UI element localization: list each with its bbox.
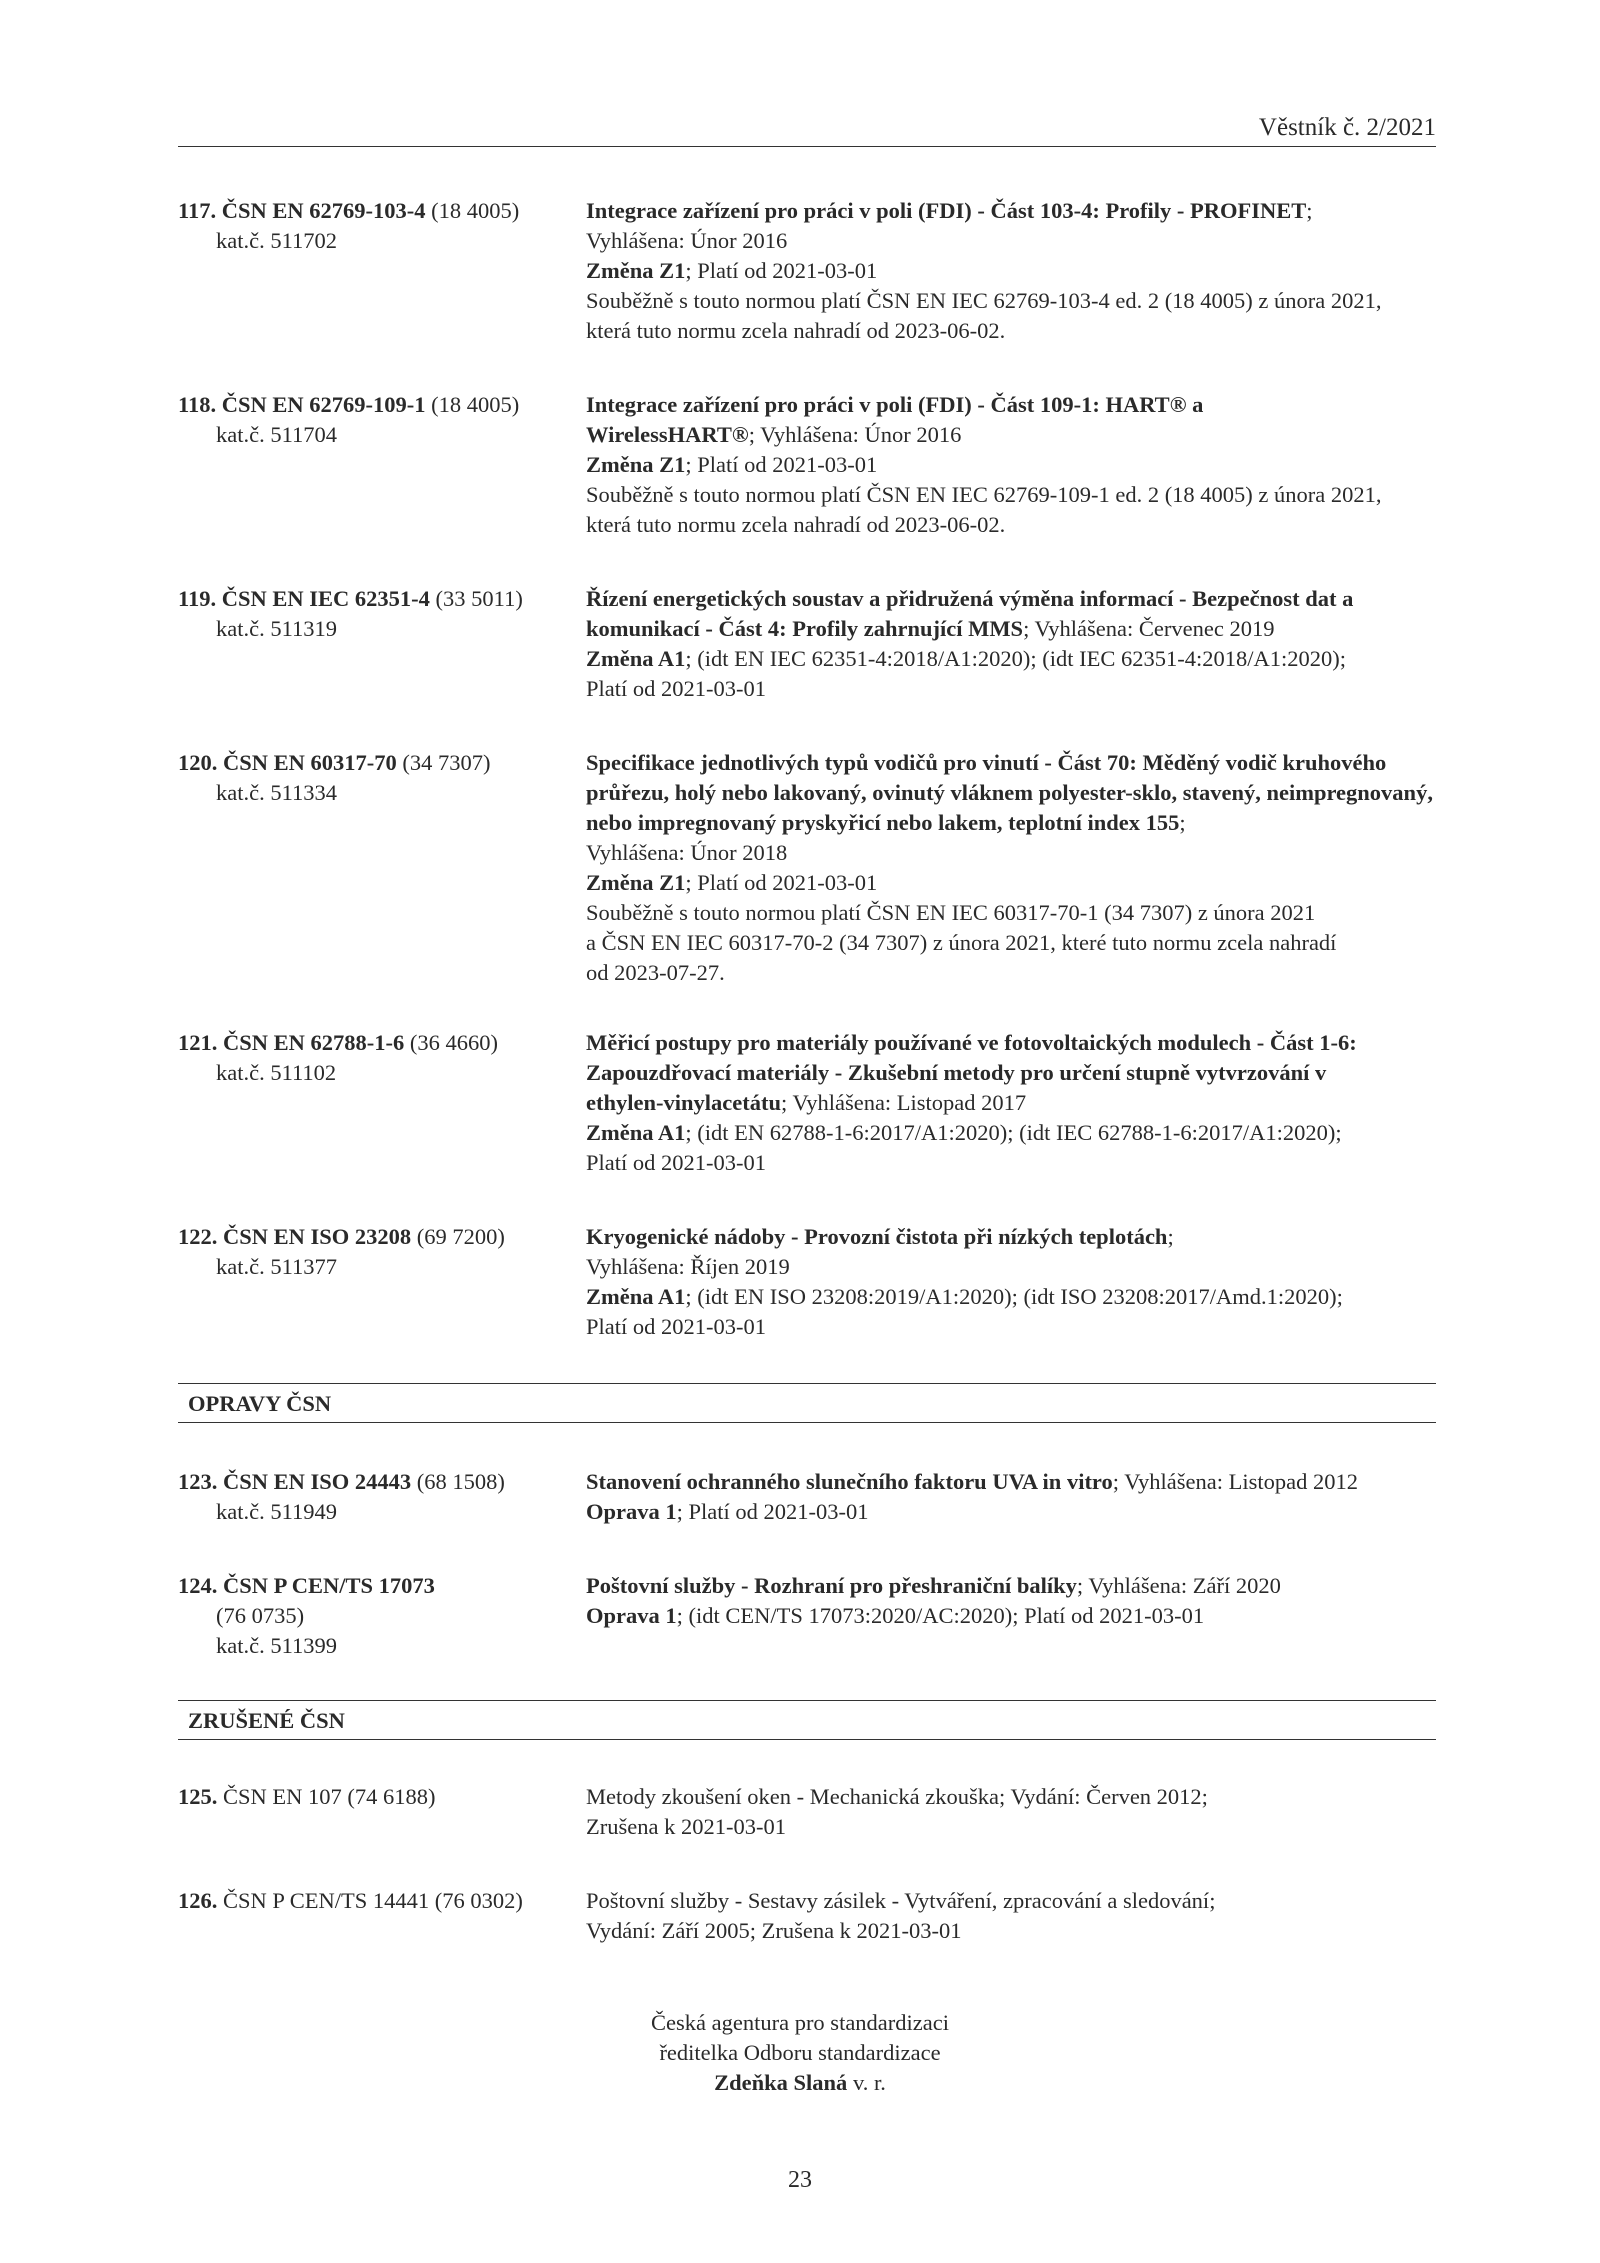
- note-line: Souběžně s touto normou platí ČSN EN IEC 62769-109-1 ed. 2 (18 4005) z února 2021,: [586, 482, 1382, 507]
- note-line: a ČSN EN IEC 60317-70-2 (34 7307) z února 2021, které tuto normu zcela nahradí: [586, 930, 1337, 955]
- standard-code: ČSN EN 62769-109-1: [221, 392, 426, 417]
- standard-title: Integrace zařízení pro práci v poli (FDI) - Část 103-4: Profily - PROFINET: [586, 198, 1307, 223]
- change-details: ; Platí od 2021-03-01: [676, 1499, 869, 1524]
- entry-number: 119.: [178, 586, 217, 611]
- entry-identifier: [178, 196, 578, 256]
- note-line: od 2023-07-27.: [586, 960, 725, 985]
- standard-title: Integrace zařízení pro práci v poli (FDI) - Část 109-1: HART® a WirelessHART®: [586, 392, 1204, 447]
- standard-code: ČSN P CEN/TS 17073: [223, 1573, 435, 1598]
- valid-from: Platí od 2021-03-01: [586, 1150, 766, 1175]
- standard-code: ČSN EN IEC 62351-4: [221, 586, 430, 611]
- agency-name: Česká agentura pro standardizaci: [651, 2010, 949, 2035]
- standard-code: ČSN EN 60317-70: [223, 750, 397, 775]
- valid-from: Platí od 2021-03-01: [586, 676, 766, 701]
- entry-details: Kryogenické nádoby - Provozní čistota při nízkých teplotách; Vyhlášena: Říjen 2019 Změna A1; (idt EN ISO 23208:2019/A1:2020); (idt ISO 23208:2017/Amd.1:2020); Platí od 2021-03-01: [586, 1222, 1441, 1342]
- change-label: Oprava 1: [586, 1499, 677, 1524]
- note-line: Souběžně s touto normou platí ČSN EN IEC 62769-103-4 ed. 2 (18 4005) z února 2021,: [586, 288, 1382, 313]
- section-title-zrusene: ZRUŠENÉ ČSN: [178, 1700, 1436, 1740]
- change-label: Změna A1: [586, 1284, 686, 1309]
- withdrawn-title: Poštovní služby - Sestavy zásilek - Vytváření, zpracování a sledování;: [586, 1888, 1216, 1913]
- header-divider: [178, 146, 1436, 147]
- entry-identifier: [178, 1222, 578, 1282]
- change-details: ; Platí od 2021-03-01: [685, 452, 878, 477]
- entry-number: 124.: [178, 1573, 218, 1598]
- change-details: ; (idt EN 62788-1-6:2017/A1:2020); (idt IEC 62788-1-6:2017/A1:2020);: [685, 1120, 1342, 1145]
- withdrawn-date: Zrušena k 2021-03-01: [586, 1814, 786, 1839]
- signature-block: [400, 2008, 1200, 2098]
- page-header: Věstník č. 2/2021: [1258, 114, 1436, 141]
- change-label: Změna A1: [586, 646, 686, 671]
- signer-name: Zdeňka Slaná: [714, 2070, 848, 2095]
- classification: (68 1508): [416, 1469, 505, 1494]
- entry-details: Stanovení ochranného slunečního faktoru UVA in vitro; Vyhlášena: Listopad 2012 Oprava 1; Platí od 2021-03-01: [586, 1469, 1358, 1524]
- change-details: ; (idt CEN/TS 17073:2020/AC:2020); Platí od 2021-03-01: [676, 1603, 1205, 1628]
- change-details: ; Platí od 2021-03-01: [685, 258, 878, 283]
- change-label: Změna Z1: [586, 258, 686, 283]
- entry-identifier: [178, 748, 578, 808]
- note-line: která tuto normu zcela nahradí od 2023-06-02.: [586, 512, 1006, 537]
- entry-details: Specifikace jednotlivých typů vodičů pro vinutí - Část 70: Měděný vodič kruhového průřezu, holý nebo lakovaný, ovinutý vláknem polyester-sklo, stavený, neimpregnovaný, nebo impregnovaný pryskyřicí nebo lakem, teplotní index 155; Vyhlášena: Únor 2018 Změna Z1; Platí od 2021-03-01 Souběžně s touto normou platí ČSN EN IEC 60317-70-1 (34 7307) z února 2021 a ČSN EN IEC 60317-70-2 (34 7307) z února 2021, které tuto normu zcela nahradí od 2023-07-27.: [586, 748, 1441, 988]
- entry-details: Integrace zařízení pro práci v poli (FDI) - Část 103-4: Profily - PROFINET; Vyhlášena: Únor 2016 Změna Z1; Platí od 2021-03-01 Souběžně s touto normou platí ČSN EN IEC 62769-103-4 ed. 2 (18 4005) z února 2021, která tuto normu zcela nahradí od 2023-06-02.: [586, 196, 1441, 346]
- standard-title: Kryogenické nádoby - Provozní čistota při nízkých teplotách: [586, 1224, 1168, 1249]
- catalog-number: kat.č. 511704: [216, 422, 338, 447]
- entry-number: 125.: [178, 1784, 218, 1809]
- entry-details: Měřicí postupy pro materiály používané ve fotovoltaických modulech - Část 1-6: Zapouzdřovací materiály - Zkušební metody pro určení stupně vytvrzování v ethylen-vinylacetátu; Vyhlášena: Listopad 2017 Změna A1; (idt EN 62788-1-6:2017/A1:2020); (idt IEC 62788-1-6:2017/A1:2020); Platí od 2021-03-01: [586, 1028, 1441, 1178]
- catalog-number: kat.č. 511334: [216, 780, 338, 805]
- catalog-number: kat.č. 511702: [216, 228, 338, 253]
- entry-number: 122.: [178, 1224, 218, 1249]
- standard-title: Poštovní služby - Rozhraní pro přeshraniční balíky: [586, 1573, 1077, 1598]
- catalog-number: kat.č. 511102: [216, 1060, 337, 1085]
- entry-identifier: [178, 1886, 578, 1916]
- announced-date: Vyhlášena: Únor 2016: [586, 228, 788, 253]
- classification: (76 0735): [216, 1603, 305, 1628]
- catalog-number: kat.č. 511399: [216, 1633, 338, 1658]
- note-line: Souběžně s touto normou platí ČSN EN IEC 60317-70-1 (34 7307) z února 2021: [586, 900, 1316, 925]
- entry-details: Řízení energetických soustav a přidružená výměna informací - Bezpečnost dat a komunikací - Část 4: Profily zahrnující MMS; Vyhlášena: Červenec 2019 Změna A1; (idt EN IEC 62351-4:2018/A1:2020); (idt IEC 62351-4:2018/A1:2020); Platí od 2021-03-01: [586, 584, 1441, 704]
- section-title-opravy: OPRAVY ČSN: [178, 1383, 1436, 1423]
- change-label: Oprava 1: [586, 1603, 677, 1628]
- standard-code: ČSN EN 62769-103-4: [221, 198, 426, 223]
- entry-number: 117.: [178, 198, 217, 223]
- standard-code: ČSN P CEN/TS 14441 (76 0302): [223, 1888, 523, 1913]
- entry-number: 123.: [178, 1469, 218, 1494]
- change-details: ; (idt EN ISO 23208:2019/A1:2020); (idt ISO 23208:2017/Amd.1:2020);: [685, 1284, 1343, 1309]
- change-details: ; Platí od 2021-03-01: [685, 870, 878, 895]
- change-details: ; (idt EN IEC 62351-4:2018/A1:2020); (idt IEC 62351-4:2018/A1:2020);: [685, 646, 1346, 671]
- standard-code: ČSN EN ISO 23208: [223, 1224, 412, 1249]
- entry-identifier: [178, 584, 578, 644]
- classification: (18 4005): [431, 392, 520, 417]
- signer-role: ředitelka Odboru standardizace: [659, 2040, 941, 2065]
- entry-identifier: [178, 1782, 578, 1812]
- entry-number: 121.: [178, 1030, 218, 1055]
- classification: (33 5011): [435, 586, 523, 611]
- change-label: Změna Z1: [586, 870, 686, 895]
- standard-title: Řízení energetických soustav a přidružená výměna informací - Bezpečnost dat a komunikací - Část 4: Profily zahrnující MMS: [586, 586, 1354, 641]
- entry-identifier: [178, 1571, 578, 1661]
- withdrawn-date: Vydání: Září 2005; Zrušena k 2021-03-01: [586, 1918, 962, 1943]
- standard-title: Měřicí postupy pro materiály používané ve fotovoltaických modulech - Část 1-6: Zapouzdřovací materiály - Zkušební metody pro určení stupně vytvrzování v ethylen-vinylacetátu: [586, 1030, 1357, 1115]
- entry-identifier: [178, 390, 578, 450]
- classification: (18 4005): [431, 198, 520, 223]
- standard-title: Stanovení ochranného slunečního faktoru UVA in vitro: [586, 1469, 1113, 1494]
- change-label: Změna A1: [586, 1120, 686, 1145]
- standard-code: ČSN EN ISO 24443: [223, 1469, 412, 1494]
- catalog-number: kat.č. 511377: [216, 1254, 338, 1279]
- entry-details: Poštovní služby - Rozhraní pro přeshraniční balíky; Vyhlášena: Září 2020 Oprava 1; (idt CEN/TS 17073:2020/AC:2020); Platí od 2021-03-01: [586, 1573, 1281, 1628]
- change-label: Změna Z1: [586, 452, 686, 477]
- entry-details: [586, 1782, 1441, 1842]
- note-line: která tuto normu zcela nahradí od 2023-06-02.: [586, 318, 1006, 343]
- catalog-number: kat.č. 511949: [216, 1499, 338, 1524]
- standard-title: Specifikace jednotlivých typů vodičů pro vinutí - Část 70: Měděný vodič kruhového průřezu, holý nebo lakovaný, ovinutý vláknem polyester-sklo, stavený, neimpregnovaný, nebo impregnovaný pryskyřicí nebo lakem, teplotní index 155: [586, 750, 1433, 835]
- entry-number: 120.: [178, 750, 218, 775]
- entry-number: 118.: [178, 392, 217, 417]
- standard-code: ČSN EN 62788-1-6: [223, 1030, 405, 1055]
- announced-date: Vyhlášena: Únor 2018: [586, 840, 788, 865]
- classification: (34 7307): [402, 750, 491, 775]
- entry-details: Integrace zařízení pro práci v poli (FDI) - Část 109-1: HART® a WirelessHART®; Vyhlášena: Únor 2016 Změna Z1; Platí od 2021-03-01 Souběžně s touto normou platí ČSN EN IEC 62769-109-1 ed. 2 (18 4005) z února 2021, která tuto normu zcela nahradí od 2023-06-02.: [586, 390, 1441, 540]
- signer-suffix: v. r.: [847, 2070, 886, 2095]
- withdrawn-title: Metody zkoušení oken - Mechanická zkouška; Vydání: Červen 2012;: [586, 1784, 1208, 1809]
- valid-from: Platí od 2021-03-01: [586, 1314, 766, 1339]
- entry-number: 126.: [178, 1888, 218, 1913]
- entry-identifier: [178, 1467, 578, 1527]
- classification: (69 7200): [416, 1224, 505, 1249]
- announced-date: Vyhlášena: Říjen 2019: [586, 1254, 790, 1279]
- entry-identifier: [178, 1028, 578, 1088]
- catalog-number: kat.č. 511319: [216, 616, 338, 641]
- page-number: 23: [788, 2167, 812, 2193]
- entry-details: [586, 1886, 1441, 1946]
- standard-code: ČSN EN 107 (74 6188): [223, 1784, 436, 1809]
- classification: (36 4660): [409, 1030, 499, 1055]
